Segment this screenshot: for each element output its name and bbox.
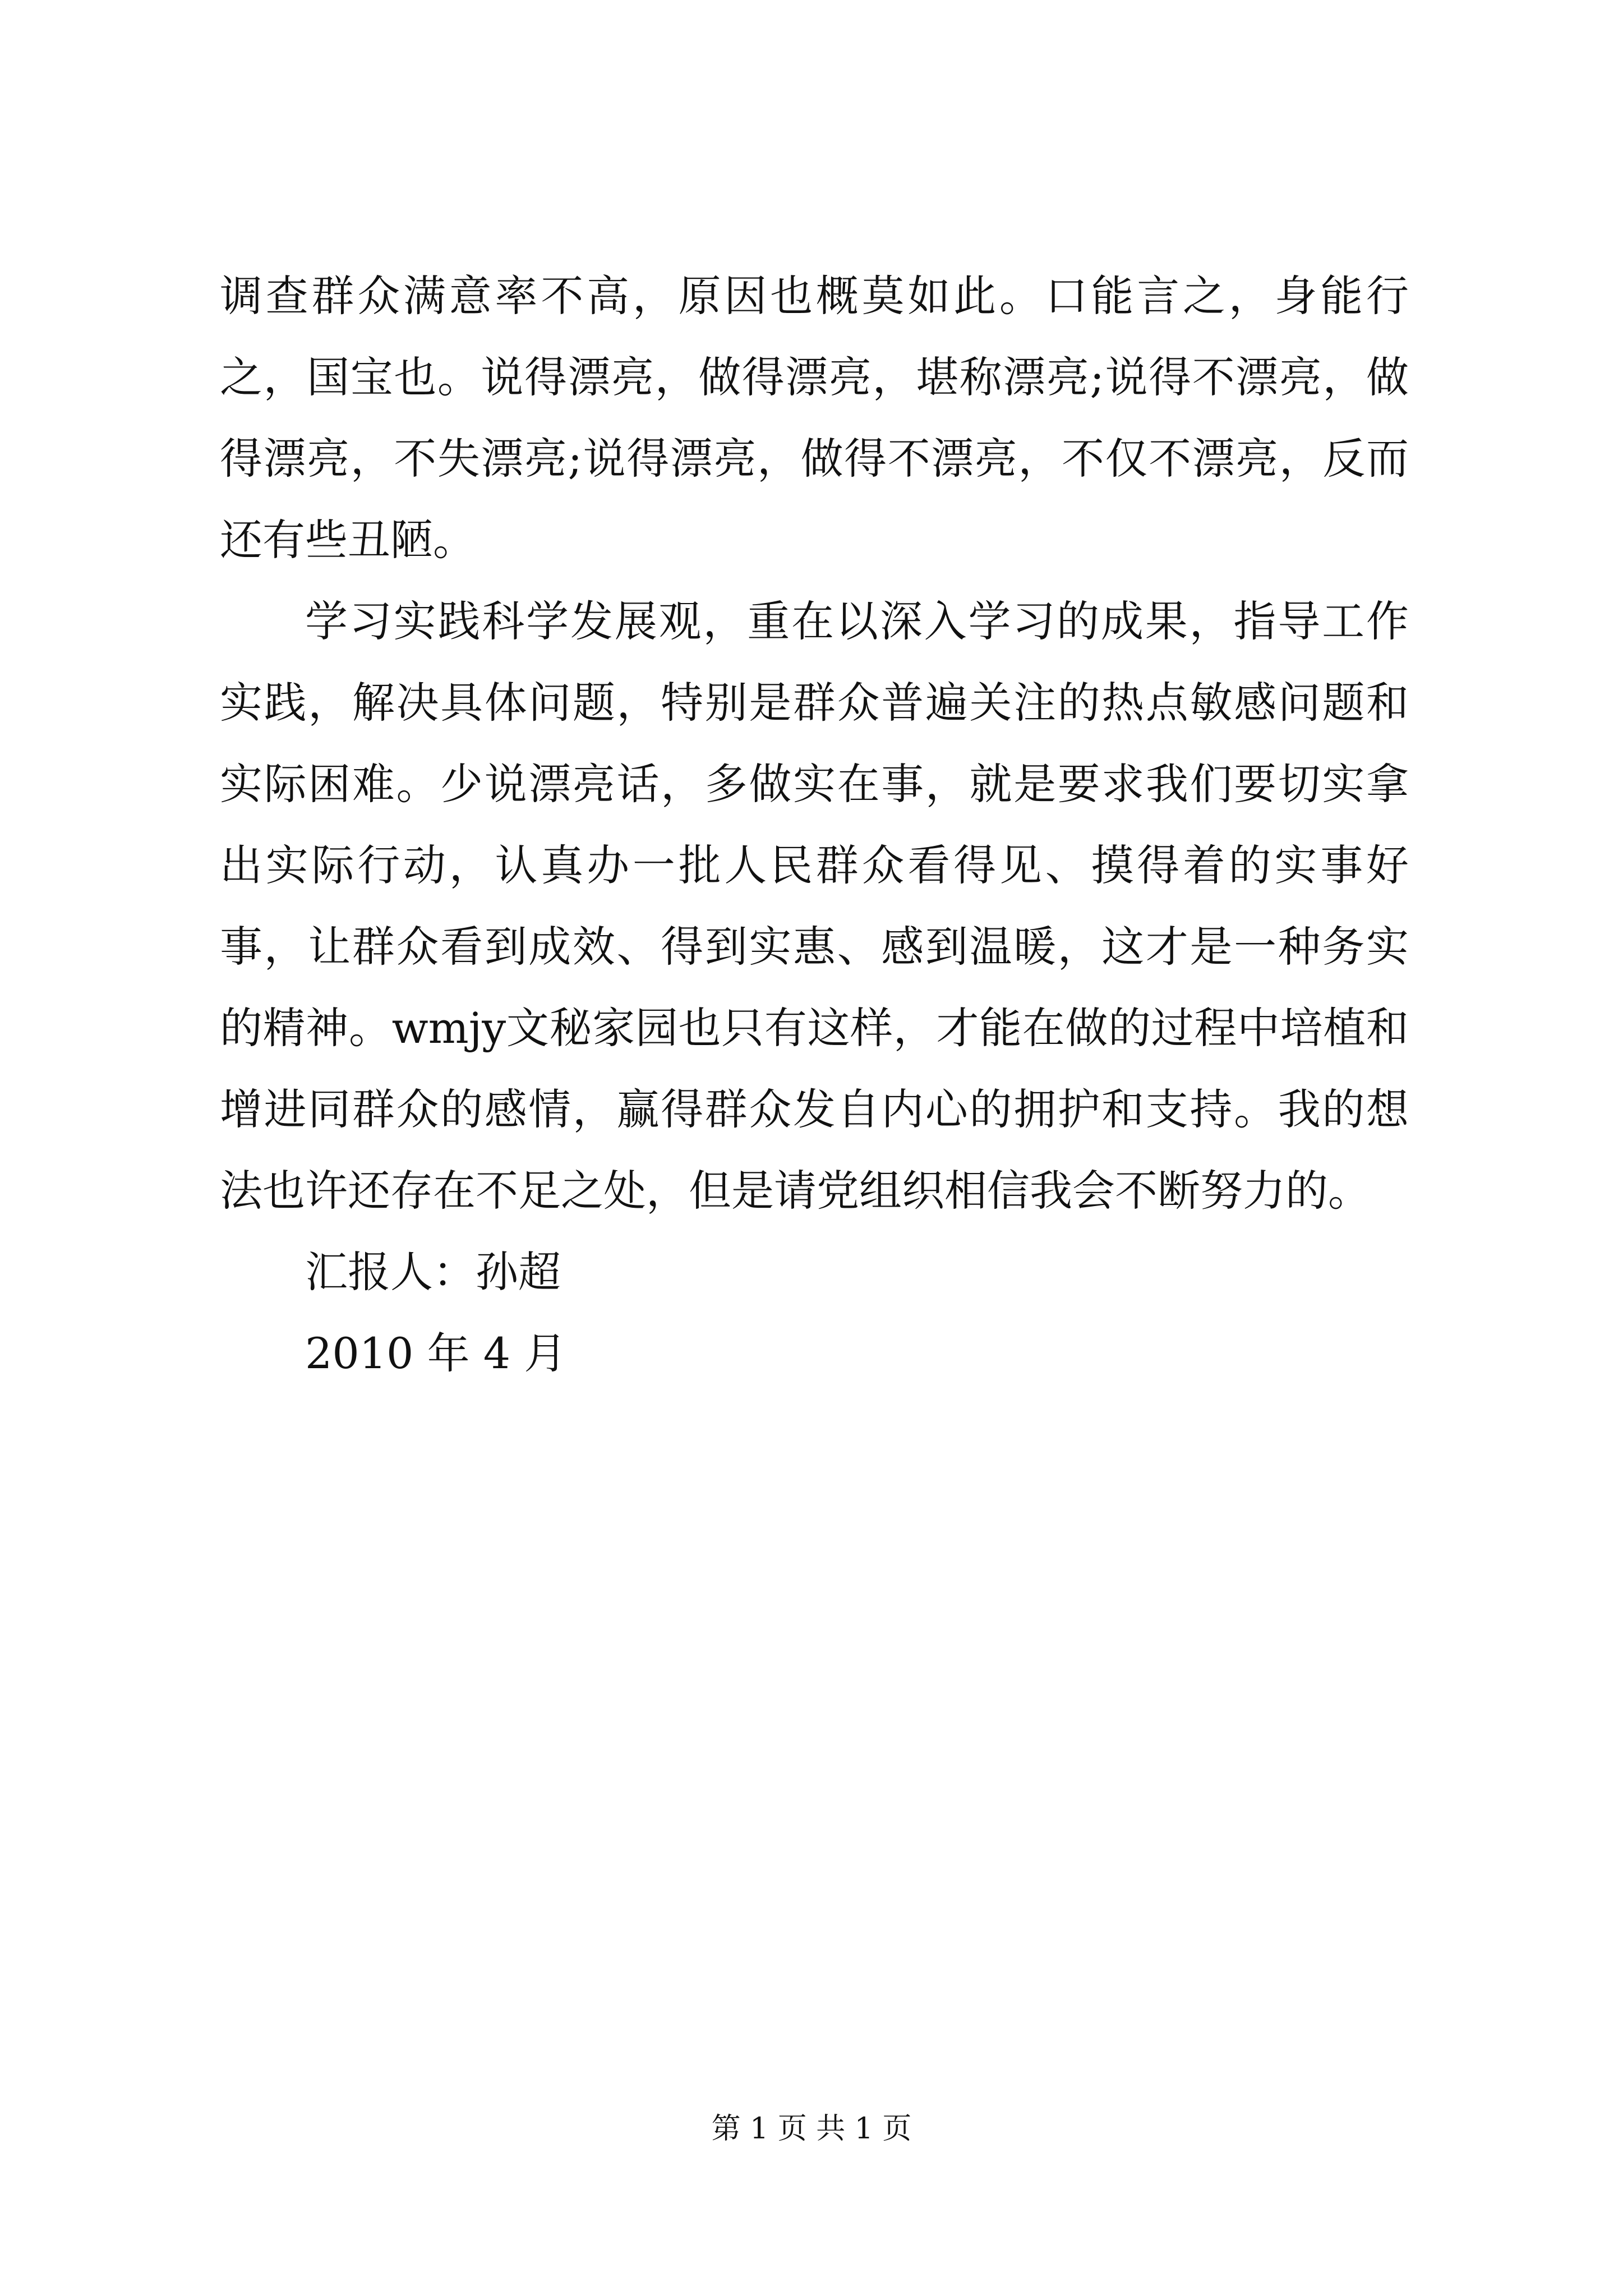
page-footer: 第 1 页 共 1 页 [711,2112,912,2146]
paragraph-1: 调查群众满意率不高，原因也概莫如此。口能言之，身能行之，国宝也。说得漂亮，做得漂亮，堪称漂亮;说得不漂亮，做得漂亮，不失漂亮;说得漂亮，做得不漂亮，不仅不漂亮，反而还有些丑陋。 [220,271,1409,565]
report-date: 2010 年 4 月 [305,1328,567,1378]
document-body [220,255,1409,1394]
reporter-signature: 汇报人：孙超 [305,1247,561,1297]
paragraph-2: 学习实践科学发展观，重在以深入学习的成果，指导工作实践，解决具体问题，特别是群众普遍关注的热点敏感问题和实际困难。少说漂亮话，多做实在事，就是要求我们要切实拿出实际行动，认真办一批人民群众看得见、摸得着的实事好事，让群众看到成效、得到实惠、感到温暖，这才是一种务实的精神。wmjy文秘家园也只有这样，才能在做的过程中培植和增进同群众的感情，赢得群众发自内心的拥护和支持。我的想法也许还存在不足之处，但是请党组织相信我会不断努力的。 [220,596,1409,1216]
